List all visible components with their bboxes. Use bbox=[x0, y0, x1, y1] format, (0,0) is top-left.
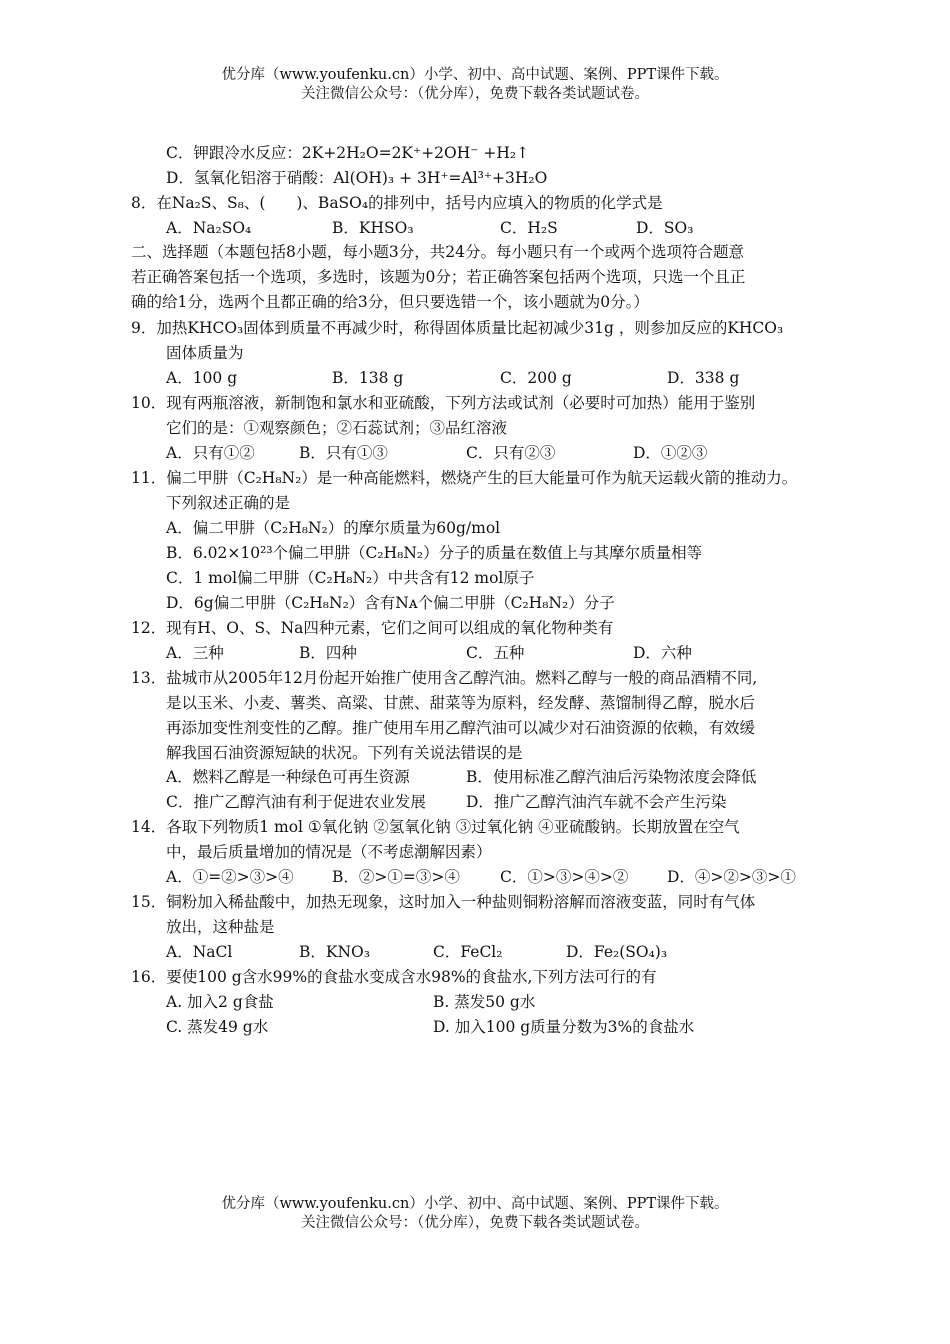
q14-option-a: A．①=②>③>④ bbox=[166, 868, 294, 886]
q13-option-b: B．使用标准乙醇汽油后污染物浓度会降低 bbox=[466, 768, 757, 786]
q11-stem-1: 11．偏二甲肼（C₂H₈N₂）是一种高能燃料，燃烧产生的巨大能量可作为航天运载火箭的推动力。 bbox=[131, 469, 798, 487]
q10-option-a: A．只有①② bbox=[166, 444, 255, 462]
q10-stem-1: 10．现有两瓶溶液，新制饱和氯水和亚硫酸，下列方法或试剂（必要时可加热）能用于鉴别 bbox=[131, 394, 756, 412]
page-header bbox=[0, 66, 950, 104]
q10-option-b: B．只有①③ bbox=[299, 444, 388, 462]
q10-option-d: D．①②③ bbox=[633, 444, 708, 462]
q15-stem-1: 15．铜粉加入稀盐酸中，加热无现象，这时加入一种盐则铜粉溶解而溶液变蓝，同时有气体 bbox=[131, 893, 756, 911]
q16-option-a: A. 加入2 g食盐 bbox=[166, 993, 274, 1011]
q11-option-c: C．1 mol偏二甲肼（C₂H₈N₂）中共含有12 mol原子 bbox=[166, 569, 535, 587]
q14-stem-1: 14．各取下列物质1 mol ①氧化钠 ②氢氧化钠 ③过氧化钠 ④亚硫酸钠。长期放置在空气 bbox=[131, 818, 740, 836]
q8-option-d: D．SO₃ bbox=[636, 219, 694, 237]
q13-option-a: A．燃料乙醇是一种绿色可再生资源 bbox=[166, 768, 410, 786]
q9-stem-1: 9．加热KHCO₃固体到质量不再减少时，称得固体质量比起初减少31g ，则参加反应的KHCO₃ bbox=[131, 319, 784, 337]
q9-option-a: A．100 g bbox=[166, 369, 238, 387]
q15-option-b: B．KNO₃ bbox=[299, 943, 370, 961]
q16-option-c: C. 蒸发49 g水 bbox=[166, 1018, 269, 1036]
q14-option-d: D．④>②>③>① bbox=[667, 868, 796, 886]
q7-option-c: C．钾跟冷水反应：2K+2H₂O=2K⁺+2OH⁻ +H₂↑ bbox=[166, 144, 530, 162]
q11-option-d: D．6g偏二甲肼（C₂H₈N₂）含有Nᴀ个偏二甲肼（C₂H₈N₂）分子 bbox=[166, 594, 615, 612]
section2-line-1: 二、选择题（本题包括8小题，每小题3分，共24分。每小题只有一个或两个选项符合题意 bbox=[131, 243, 744, 261]
q12-option-b: B．四种 bbox=[299, 644, 357, 662]
q9-option-c: C．200 g bbox=[500, 369, 572, 387]
q13-stem-1: 13．盐城市从2005年12月份起开始推广使用含乙醇汽油。燃料乙醇与一般的商品酒精不同, bbox=[131, 669, 758, 687]
q8-option-b: B．KHSO₃ bbox=[332, 219, 414, 237]
q13-option-c: C．推广乙醇汽油有利于促进农业发展 bbox=[166, 793, 426, 811]
q9-option-b: B．138 g bbox=[332, 369, 404, 387]
q11-option-a: A．偏二甲肼（C₂H₈N₂）的摩尔质量为60g/mol bbox=[166, 519, 501, 537]
q9-stem-2: 固体质量为 bbox=[166, 344, 244, 362]
q12-option-a: A．三种 bbox=[166, 644, 224, 662]
header-line-2: 关注微信公众号：（优分库），免费下载各类试题试卷。 bbox=[301, 86, 649, 102]
q12-option-d: D．六种 bbox=[633, 644, 692, 662]
q14-option-c: C．①>③>④>② bbox=[500, 868, 629, 886]
q16-option-b: B. 蒸发50 g水 bbox=[433, 993, 536, 1011]
q13-stem-2: 是以玉米、小麦、薯类、高粱、甘蔗、甜菜等为原料，经发酵、蒸馏制得乙醇，脱水后 bbox=[166, 694, 756, 712]
q8-option-a: A．Na₂SO₄ bbox=[166, 219, 252, 237]
header-line-1: 优分库（www.youfenku.cn）小学、初中、高中试题、案例、PPT课件下载。 bbox=[221, 67, 729, 83]
q10-stem-2: 它们的是：①观察颜色；②石蕊试剂；③品红溶液 bbox=[166, 419, 508, 437]
q8-option-c: C．H₂S bbox=[500, 219, 558, 237]
q15-option-a: A．NaCl bbox=[166, 943, 233, 961]
q16-stem: 16．要使100 g含水99%的食盐水变成含水98%的食盐水,下列方法可行的有 bbox=[131, 968, 657, 986]
q11-stem-2: 下列叙述正确的是 bbox=[166, 494, 291, 512]
q13-option-d: D．推广乙醇汽油汽车就不会产生污染 bbox=[466, 793, 727, 811]
q8-stem: 8．在Na₂S、S₈、( )、BaSO₄的排列中，括号内应填入的物质的化学式是 bbox=[131, 194, 663, 212]
q15-option-c: C．FeCl₂ bbox=[433, 943, 503, 961]
q10-option-c: C．只有②③ bbox=[466, 444, 556, 462]
q12-stem: 12．现有H、O、S、Na四种元素，它们之间可以组成的氧化物种类有 bbox=[131, 619, 614, 637]
q14-option-b: B．②>①=③>④ bbox=[332, 868, 460, 886]
q9-option-d: D．338 g bbox=[667, 369, 740, 387]
q13-stem-3: 再添加变性剂变性的乙醇。推广使用车用乙醇汽油可以减少对石油资源的依赖，有效缓 bbox=[166, 719, 756, 737]
q12-option-c: C．五种 bbox=[466, 644, 525, 662]
q11-option-b: B．6.02×10²³个偏二甲肼（C₂H₈N₂）分子的质量在数值上与其摩尔质量相等 bbox=[166, 544, 703, 562]
q16-option-d: D. 加入100 g质量分数为3%的食盐水 bbox=[433, 1018, 695, 1036]
q7-option-d: D．氢氧化铝溶于硝酸：Al(OH)₃ + 3H⁺=Al³⁺+3H₂O bbox=[166, 169, 548, 187]
section2-line-3: 确的给1分，选两个且都正确的给3分，但只要选错一个，该小题就为0分。） bbox=[131, 293, 649, 311]
q15-option-d: D．Fe₂(SO₄)₃ bbox=[566, 943, 668, 961]
footer-line-2: 关注微信公众号：（优分库），免费下载各类试题试卷。 bbox=[301, 1215, 649, 1231]
section2-line-2: 若正确答案包括一个选项，多选时，该题为0分；若正确答案包括两个选项，只选一个且正 bbox=[131, 268, 746, 286]
q14-stem-2: 中，最后质量增加的情况是（不考虑潮解因素） bbox=[166, 843, 492, 861]
page-footer bbox=[0, 1195, 950, 1233]
q15-stem-2: 放出，这种盐是 bbox=[166, 918, 275, 936]
q13-stem-4: 解我国石油资源短缺的状况。下列有关说法错误的是 bbox=[166, 744, 523, 762]
footer-line-1: 优分库（www.youfenku.cn）小学、初中、高中试题、案例、PPT课件下载。 bbox=[221, 1196, 729, 1212]
